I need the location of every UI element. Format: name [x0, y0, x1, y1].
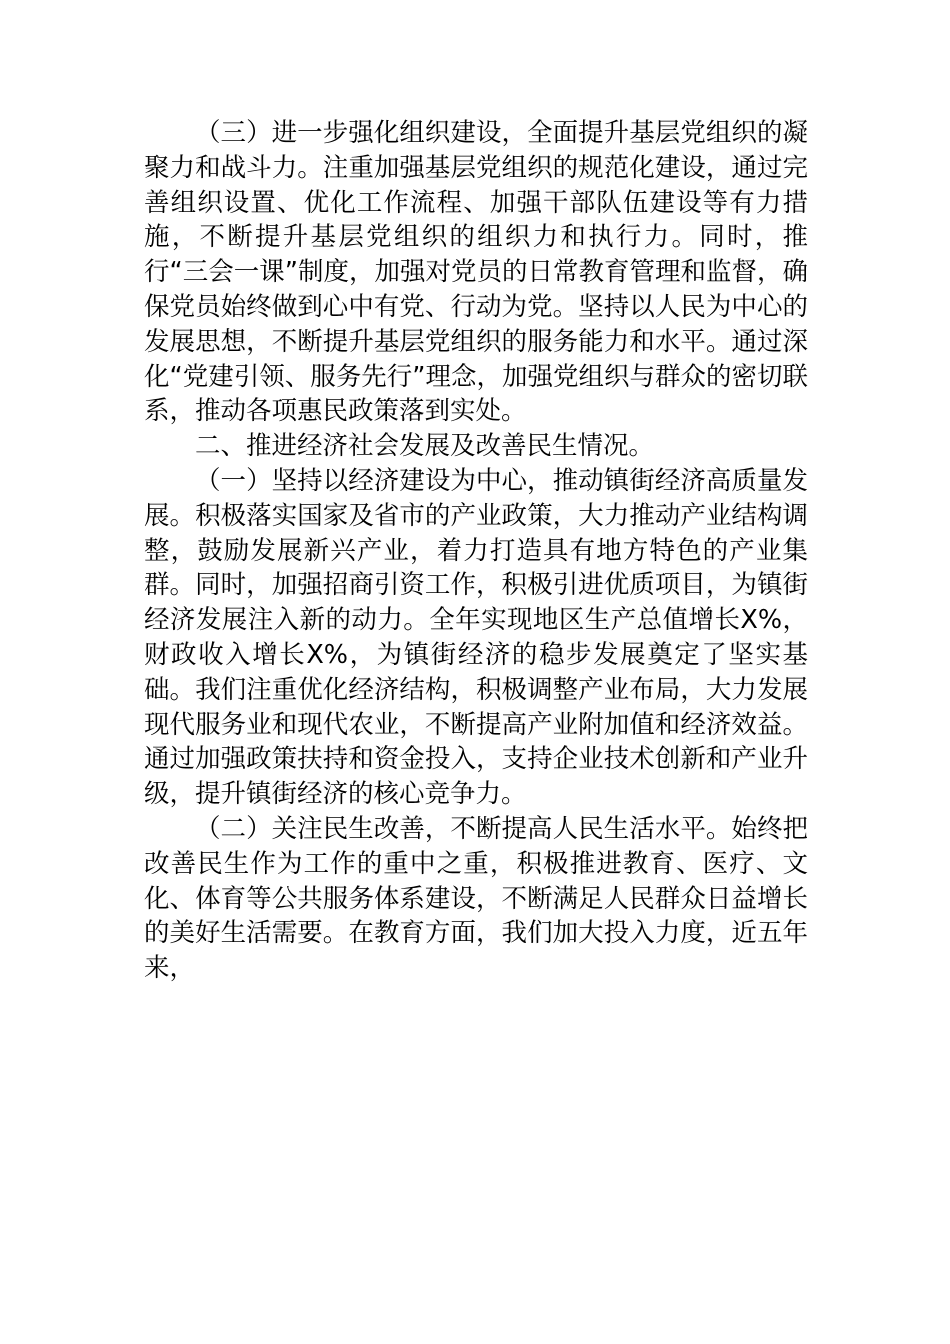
paragraph-livelihood-improvement: （二）关注民生改善，不断提高人民生活水平。始终把改善民生作为工作的重中之重，积极推进教育、医疗、文化、体育等公共服务体系建设，不断满足人民群众日益增长的美好生活需要。在教育方面，我们加大投入力度，近五年来， [144, 813, 808, 984]
paragraph-economic-development: （一）坚持以经济建设为中心，推动镇街经济高质量发展。积极落实国家及省市的产业政策，大力推动产业结构调整，鼓励发展新兴产业，着力打造具有地方特色的产业集群。同时，加强招商引资工作，积极引进优质项目，为镇街经济发展注入新的动力。全年实现地区生产总值增长X%，财政收入增长X%，为镇街经济的稳步发展奠定了坚实基础。我们注重优化经济结构，积极调整产业布局，大力发展现代服务业和现代农业，不断提高产业附加值和经济效益。通过加强政策扶持和资金投入，支持企业技术创新和产业升级，提升镇街经济的核心竞争力。 [144, 465, 808, 810]
section-heading-economy-livelihood: 二、推进经济社会发展及改善民生情况。 [195, 431, 655, 462]
document-body [144, 116, 808, 986]
paragraph-organization-building: （三）进一步强化组织建设，全面提升基层党组织的凝聚力和战斗力。注重加强基层党组织的规范化建设，通过完善组织设置、优化工作流程、加强干部队伍建设等有力措施，不断提升基层党组织的组织力和执行力。同时，推行“三会一课”制度，加强对党员的日常教育管理和监督，确保党员始终做到心中有党、行动为党。坚持以人民为中心的发展思想，不断提升基层党组织的服务能力和水平。通过深化“党建引领、服务先行”理念，加强党组织与群众的密切联系，推动各项惠民政策落到实处。 [144, 118, 808, 427]
